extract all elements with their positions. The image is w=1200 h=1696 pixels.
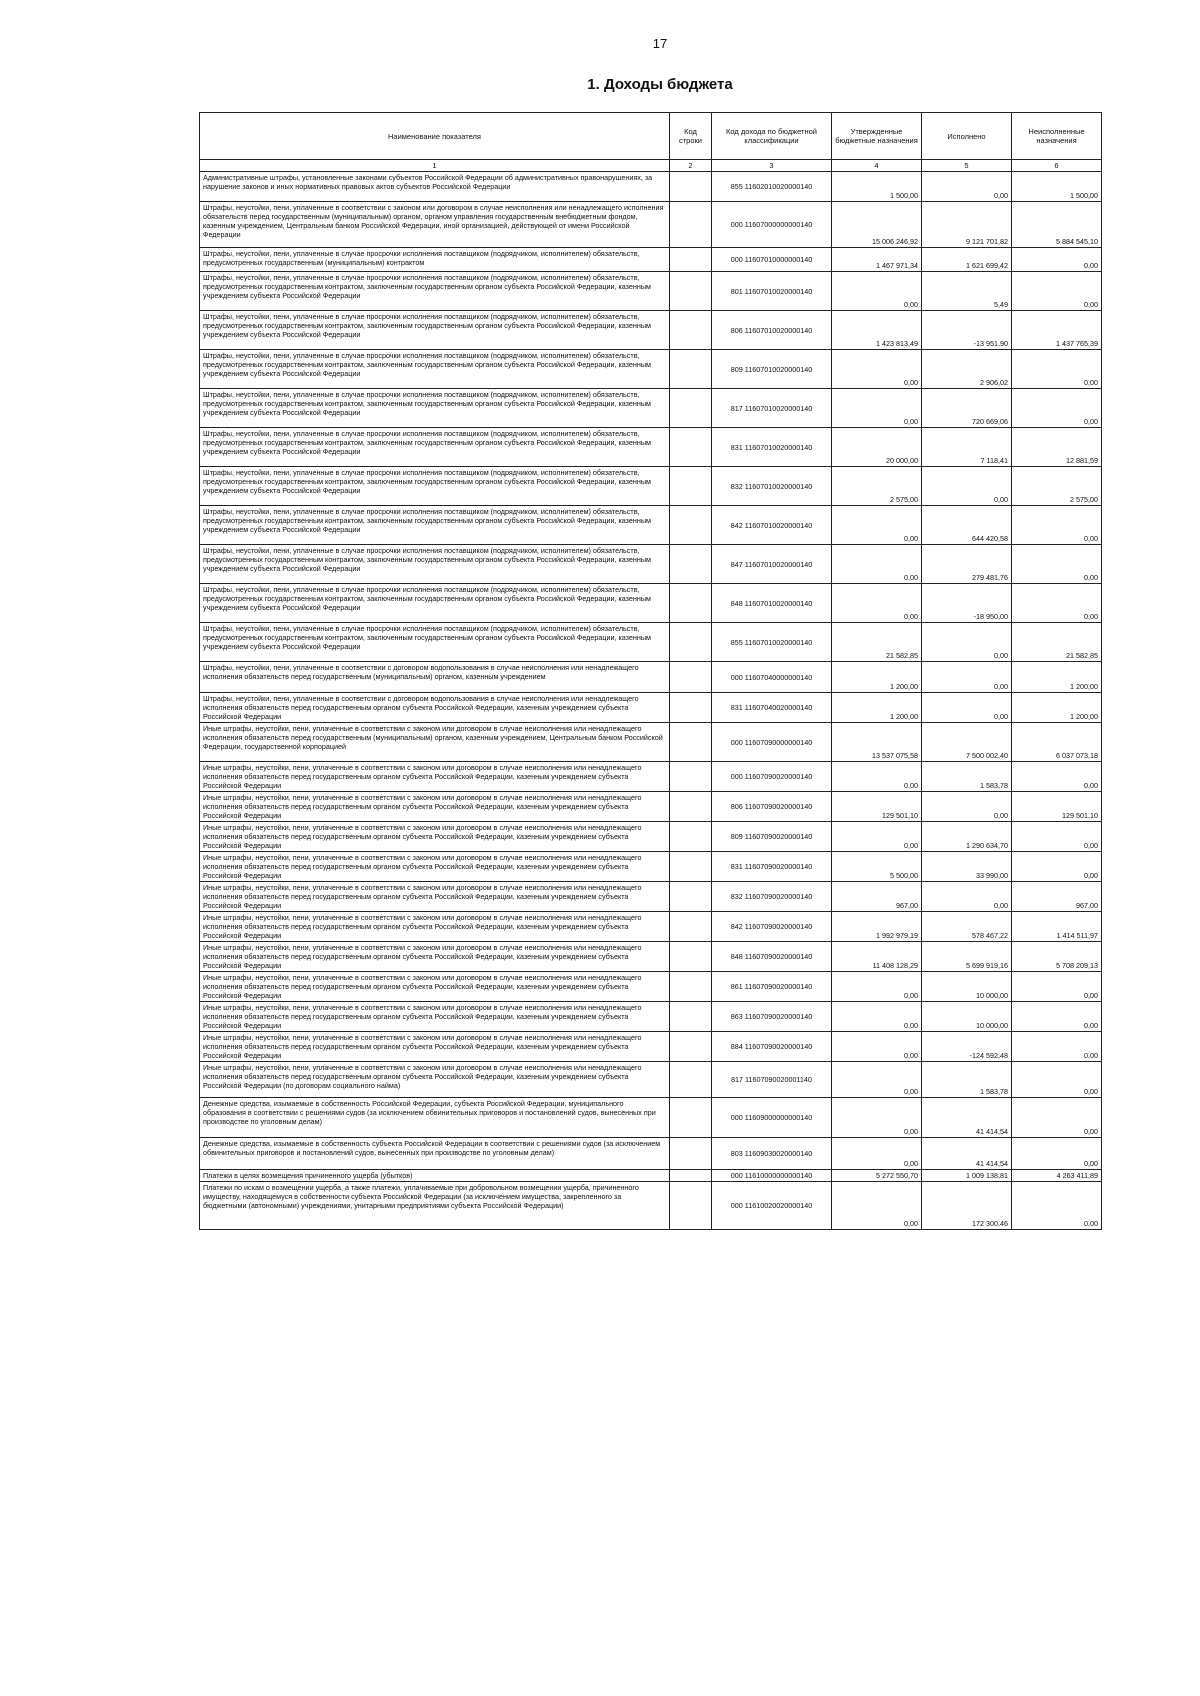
- row-unexecuted-cell: 0,00: [1012, 506, 1102, 545]
- row-unexecuted-cell: 0,00: [1012, 584, 1102, 623]
- row-executed-cell: 7 500 002,40: [922, 723, 1012, 762]
- row-executed-cell: 9 121 701,82: [922, 202, 1012, 248]
- row-unexecuted-cell: 0,00: [1012, 972, 1102, 1002]
- row-approved-cell: 1 992 979,19: [832, 912, 922, 942]
- row-name-cell: Штрафы, неустойки, пени, уплаченные в случае просрочки исполнения поставщиком (подрядчиком, исполнителем) обязательств, предусмотренных государственным контрактом, заключенным государственным органом субъекта Российской Федерации, казенным учреждением субъекта Российской Федерации: [200, 584, 670, 623]
- row-executed-cell: 0,00: [922, 792, 1012, 822]
- row-executed-cell: 41 414,54: [922, 1098, 1012, 1138]
- row-executed-cell: 0,00: [922, 467, 1012, 506]
- row-line-code-cell: [670, 762, 712, 792]
- row-approved-cell: 0,00: [832, 1002, 922, 1032]
- row-unexecuted-cell: 0,00: [1012, 822, 1102, 852]
- row-unexecuted-cell: 0,00: [1012, 248, 1102, 272]
- column-number-row: [200, 160, 1102, 172]
- row-line-code-cell: [670, 972, 712, 1002]
- row-executed-cell: 1 621 699,42: [922, 248, 1012, 272]
- row-unexecuted-cell: 0,00: [1012, 350, 1102, 389]
- row-budget-code-cell: 000 11607090000000140: [712, 723, 832, 762]
- row-unexecuted-cell: 5 884 545,10: [1012, 202, 1102, 248]
- row-approved-cell: 1 423 813,49: [832, 311, 922, 350]
- row-budget-code-cell: 855 11602010020000140: [712, 172, 832, 202]
- row-approved-cell: 1 467 971,34: [832, 248, 922, 272]
- row-approved-cell: 0,00: [832, 350, 922, 389]
- row-name-cell: Штрафы, неустойки, пени, уплаченные в соответствии с договором водопользования в случае неисполнения или ненадлежащего исполнения обязательств перед государственным (муниципальным) органом, казенным учреждением: [200, 662, 670, 693]
- row-approved-cell: 0,00: [832, 1062, 922, 1098]
- row-budget-code-cell: 831 11607040020000140: [712, 693, 832, 723]
- column-number: 4: [832, 160, 922, 172]
- table-row: [200, 545, 1102, 584]
- row-name-cell: Штрафы, неустойки, пени, уплаченные в случае просрочки исполнения поставщиком (подрядчиком, исполнителем) обязательств, предусмотренных государственным контрактом, заключенным государственным органом субъекта Российской Федерации, казенным учреждением субъекта Российской Федерации: [200, 389, 670, 428]
- row-unexecuted-cell: 6 037 073,18: [1012, 723, 1102, 762]
- row-name-cell: Иные штрафы, неустойки, пени, уплаченные в соответствии с законом или договором в случае неисполнения или ненадлежащего исполнения обязательств перед государственным органом субъекта Российской Федерации, казенным учреждением субъекта Российской Федерации: [200, 1032, 670, 1062]
- row-budget-code-cell: 842 11607090020000140: [712, 912, 832, 942]
- row-approved-cell: 0,00: [832, 1098, 922, 1138]
- header-approved: Утвержденные бюджетные назначения: [832, 113, 922, 160]
- row-approved-cell: 0,00: [832, 584, 922, 623]
- table-row: [200, 311, 1102, 350]
- table-row: [200, 1138, 1102, 1170]
- row-name-cell: Иные штрафы, неустойки, пени, уплаченные в соответствии с законом или договором в случае неисполнения или ненадлежащего исполнения обязательств перед государственным органом субъекта Российской Федерации, казенным учреждением субъекта Российской Федерации: [200, 762, 670, 792]
- row-unexecuted-cell: 1 200,00: [1012, 693, 1102, 723]
- table-row: [200, 662, 1102, 693]
- row-line-code-cell: [670, 272, 712, 311]
- row-name-cell: Штрафы, неустойки, пени, уплаченные в случае просрочки исполнения поставщиком (подрядчиком, исполнителем) обязательств, предусмотренных государственным контрактом, заключенным государственным органом субъекта Российской Федерации, казенным учреждением субъекта Российской Федерации: [200, 545, 670, 584]
- row-budget-code-cell: 848 11607090020000140: [712, 942, 832, 972]
- row-unexecuted-cell: 0,00: [1012, 1002, 1102, 1032]
- row-line-code-cell: [670, 693, 712, 723]
- row-approved-cell: 1 500,00: [832, 172, 922, 202]
- table-row: [200, 852, 1102, 882]
- row-executed-cell: 5 699 919,16: [922, 942, 1012, 972]
- row-line-code-cell: [670, 311, 712, 350]
- row-approved-cell: 967,00: [832, 882, 922, 912]
- table-row: [200, 942, 1102, 972]
- row-name-cell: Иные штрафы, неустойки, пени, уплаченные в соответствии с законом или договором в случае неисполнения или ненадлежащего исполнения обязательств перед государственным органом субъекта Российской Федерации, казенным учреждением субъекта Российской Федерации: [200, 942, 670, 972]
- row-executed-cell: 10 000,00: [922, 972, 1012, 1002]
- row-name-cell: Иные штрафы, неустойки, пени, уплаченные в соответствии с законом или договором в случае неисполнения или ненадлежащего исполнения обязательств перед государственным органом субъекта Российской Федерации, казенным учреждением субъекта Российской Федерации: [200, 792, 670, 822]
- row-name-cell: Иные штрафы, неустойки, пени, уплаченные в соответствии с законом или договором в случае неисполнения или ненадлежащего исполнения обязательств перед государственным органом субъекта Российской Федерации, казенным учреждением субъекта Российской Федерации: [200, 882, 670, 912]
- table-row: [200, 882, 1102, 912]
- table-row: [200, 202, 1102, 248]
- row-name-cell: Штрафы, неустойки, пени, уплаченные в случае просрочки исполнения поставщиком (подрядчиком, исполнителем) обязательств, предусмотренных государственным контрактом, заключенным государственным органом субъекта Российской Федерации, казенным учреждением субъекта Российской Федерации: [200, 428, 670, 467]
- row-approved-cell: 0,00: [832, 1182, 922, 1230]
- row-line-code-cell: [670, 852, 712, 882]
- row-approved-cell: 1 200,00: [832, 693, 922, 723]
- row-name-cell: Иные штрафы, неустойки, пени, уплаченные в соответствии с законом или договором в случае неисполнения или ненадлежащего исполнения обязательств перед государственным органом субъекта Российской Федерации, казенным учреждением субъекта Российской Федерации: [200, 852, 670, 882]
- row-budget-code-cell: 842 11607010020000140: [712, 506, 832, 545]
- row-name-cell: Иные штрафы, неустойки, пени, уплаченные в соответствии с законом или договором в случае неисполнения или ненадлежащего исполнения обязательств перед государственным органом субъекта Российской Федерации, казенным учреждением субъекта Российской Федерации: [200, 972, 670, 1002]
- table-row: [200, 723, 1102, 762]
- row-budget-code-cell: 855 11607010020000140: [712, 623, 832, 662]
- row-executed-cell: -124 592,48: [922, 1032, 1012, 1062]
- row-unexecuted-cell: 2 575,00: [1012, 467, 1102, 506]
- row-executed-cell: 1 583,78: [922, 1062, 1012, 1098]
- row-budget-code-cell: 000 11607010000000140: [712, 248, 832, 272]
- row-line-code-cell: [670, 202, 712, 248]
- row-name-cell: Штрафы, неустойки, пени, уплаченные в случае просрочки исполнения поставщиком (подрядчиком, исполнителем) обязательств, предусмотренных государственным (муниципальным) контрактом: [200, 248, 670, 272]
- row-unexecuted-cell: 1 200,00: [1012, 662, 1102, 693]
- row-line-code-cell: [670, 792, 712, 822]
- row-executed-cell: 578 467,22: [922, 912, 1012, 942]
- row-approved-cell: 11 408 128,29: [832, 942, 922, 972]
- row-approved-cell: 5 272 550,70: [832, 1170, 922, 1182]
- row-line-code-cell: [670, 506, 712, 545]
- row-budget-code-cell: 000 11607040000000140: [712, 662, 832, 693]
- row-unexecuted-cell: 0,00: [1012, 1138, 1102, 1170]
- row-name-cell: Штрафы, неустойки, пени, уплаченные в случае просрочки исполнения поставщиком (подрядчиком, исполнителем) обязательств, предусмотренных государственным контрактом, заключенным государственным органом субъекта Российской Федерации, казенным учреждением субъекта Российской Федерации: [200, 311, 670, 350]
- row-approved-cell: 5 500,00: [832, 852, 922, 882]
- row-executed-cell: 0,00: [922, 693, 1012, 723]
- row-executed-cell: 0,00: [922, 172, 1012, 202]
- row-name-cell: Денежные средства, изымаемые в собственность Российской Федерации, субъекта Российской Федерации, муниципального образования в соответствии с решениями судов (за исключением обвинительных приговоров и постановлений судов, вынесенных при производстве по уголовным делам): [200, 1098, 670, 1138]
- row-approved-cell: 0,00: [832, 389, 922, 428]
- row-budget-code-cell: 831 11607090020000140: [712, 852, 832, 882]
- row-executed-cell: -13 951,90: [922, 311, 1012, 350]
- row-budget-code-cell: 863 11607090020000140: [712, 1002, 832, 1032]
- row-unexecuted-cell: 0,00: [1012, 1062, 1102, 1098]
- row-unexecuted-cell: 0,00: [1012, 762, 1102, 792]
- row-unexecuted-cell: 0,00: [1012, 1098, 1102, 1138]
- table-row: [200, 972, 1102, 1002]
- table-row: [200, 1170, 1102, 1182]
- row-line-code-cell: [670, 1062, 712, 1098]
- table-row: [200, 1002, 1102, 1032]
- row-unexecuted-cell: 21 582,85: [1012, 623, 1102, 662]
- row-name-cell: Иные штрафы, неустойки, пени, уплаченные в соответствии с законом или договором в случае неисполнения или ненадлежащего исполнения обязательств перед государственным органом субъекта Российской Федерации, казенным учреждением субъекта Российской Федерации: [200, 822, 670, 852]
- row-executed-cell: 41 414,54: [922, 1138, 1012, 1170]
- row-unexecuted-cell: 0,00: [1012, 272, 1102, 311]
- row-name-cell: Денежные средства, изымаемые в собственность субъекта Российской Федерации в соответствии с решениями судов (за исключением обвинительных приговоров и постановлений судов, вынесенных при производстве по уголовным делам): [200, 1138, 670, 1170]
- row-unexecuted-cell: 1 414 511,97: [1012, 912, 1102, 942]
- row-unexecuted-cell: 1 500,00: [1012, 172, 1102, 202]
- table-row: [200, 822, 1102, 852]
- row-budget-code-cell: 861 11607090020000140: [712, 972, 832, 1002]
- row-name-cell: Штрафы, неустойки, пени, уплаченные в случае просрочки исполнения поставщиком (подрядчиком, исполнителем) обязательств, предусмотренных государственным контрактом, заключенным государственным органом субъекта Российской Федерации, казенным учреждением субъекта Российской Федерации: [200, 506, 670, 545]
- table-row: [200, 1062, 1102, 1098]
- table-row: [200, 389, 1102, 428]
- row-approved-cell: 0,00: [832, 1138, 922, 1170]
- row-approved-cell: 15 006 246,92: [832, 202, 922, 248]
- table-row: [200, 428, 1102, 467]
- row-approved-cell: 21 582,85: [832, 623, 922, 662]
- row-line-code-cell: [670, 822, 712, 852]
- table-row: [200, 248, 1102, 272]
- row-executed-cell: 33 990,00: [922, 852, 1012, 882]
- row-name-cell: Иные штрафы, неустойки, пени, уплаченные в соответствии с законом или договором в случае неисполнения или ненадлежащего исполнения обязательств перед государственным органом субъекта Российской Федерации, казенным учреждением субъекта Российской Федерации: [200, 912, 670, 942]
- table-row: [200, 912, 1102, 942]
- row-executed-cell: 0,00: [922, 882, 1012, 912]
- row-unexecuted-cell: 1 437 765,39: [1012, 311, 1102, 350]
- row-unexecuted-cell: 0,00: [1012, 1032, 1102, 1062]
- row-approved-cell: 0,00: [832, 272, 922, 311]
- column-number: 2: [670, 160, 712, 172]
- row-approved-cell: 2 575,00: [832, 467, 922, 506]
- row-line-code-cell: [670, 882, 712, 912]
- row-executed-cell: 2 906,02: [922, 350, 1012, 389]
- row-name-cell: Штрафы, неустойки, пени, уплаченные в соответствии с договором водопользования в случае неисполнения или ненадлежащего исполнения обязательств перед государственным органом субъекта Российской Федерации, казенным учреждением субъекта Российской Федерации: [200, 693, 670, 723]
- row-executed-cell: 5,49: [922, 272, 1012, 311]
- header-name: Наименование показателя: [200, 113, 670, 160]
- row-budget-code-cell: 000 11610000000000140: [712, 1170, 832, 1182]
- row-line-code-cell: [670, 428, 712, 467]
- row-executed-cell: 1 290 634,70: [922, 822, 1012, 852]
- header-budget-code: Код дохода по бюджетной классификации: [712, 113, 832, 160]
- header-unexecuted: Неисполненные назначения: [1012, 113, 1102, 160]
- row-line-code-cell: [670, 545, 712, 584]
- row-budget-code-cell: 000 11607000000000140: [712, 202, 832, 248]
- row-name-cell: Платежи в целях возмещения причиненного ущерба (убытков): [200, 1170, 670, 1182]
- row-approved-cell: 13 537 075,58: [832, 723, 922, 762]
- row-name-cell: Административные штрафы, установленные законами субъектов Российской Федерации об административных правонарушениях, за нарушение законов и иных нормативных правовых актов субъектов Российской Федерации: [200, 172, 670, 202]
- row-budget-code-cell: 832 11607010020000140: [712, 467, 832, 506]
- table-row: [200, 792, 1102, 822]
- table-row: [200, 272, 1102, 311]
- table-row: [200, 1098, 1102, 1138]
- table-row: [200, 762, 1102, 792]
- row-approved-cell: 0,00: [832, 972, 922, 1002]
- header-row: [200, 113, 1102, 160]
- header-executed: Исполнено: [922, 113, 1012, 160]
- row-line-code-cell: [670, 912, 712, 942]
- row-line-code-cell: [670, 467, 712, 506]
- row-budget-code-cell: 803 11609030020000140: [712, 1138, 832, 1170]
- row-budget-code-cell: 000 11609000000000140: [712, 1098, 832, 1138]
- row-budget-code-cell: 817 11607010020000140: [712, 389, 832, 428]
- row-name-cell: Иные штрафы, неустойки, пени, уплаченные в соответствии с законом или договором в случае неисполнения или ненадлежащего исполнения обязательств перед государственным органом субъекта Российской Федерации, казенным учреждением субъекта Российской Федерации (по договорам социального найма): [200, 1062, 670, 1098]
- row-budget-code-cell: 809 11607010020000140: [712, 350, 832, 389]
- row-line-code-cell: [670, 942, 712, 972]
- row-unexecuted-cell: 967,00: [1012, 882, 1102, 912]
- row-budget-code-cell: 000 11610020020000140: [712, 1182, 832, 1230]
- row-approved-cell: 0,00: [832, 822, 922, 852]
- row-line-code-cell: [670, 584, 712, 623]
- row-budget-code-cell: 848 11607010020000140: [712, 584, 832, 623]
- row-executed-cell: 0,00: [922, 623, 1012, 662]
- column-number: 6: [1012, 160, 1102, 172]
- header-line-code: Код строки: [670, 113, 712, 160]
- row-executed-cell: 1 583,78: [922, 762, 1012, 792]
- row-approved-cell: 0,00: [832, 506, 922, 545]
- row-approved-cell: 1 200,00: [832, 662, 922, 693]
- row-executed-cell: 10 000,00: [922, 1002, 1012, 1032]
- page-number: 17: [652, 36, 668, 51]
- row-executed-cell: 720 669,06: [922, 389, 1012, 428]
- table-row: [200, 506, 1102, 545]
- table-row: [200, 1032, 1102, 1062]
- row-budget-code-cell: 832 11607090020000140: [712, 882, 832, 912]
- row-executed-cell: 0,00: [922, 662, 1012, 693]
- row-unexecuted-cell: 129 501,10: [1012, 792, 1102, 822]
- row-approved-cell: 129 501,10: [832, 792, 922, 822]
- column-number: 1: [200, 160, 670, 172]
- row-budget-code-cell: 884 11607090020000140: [712, 1032, 832, 1062]
- table-row: [200, 467, 1102, 506]
- row-budget-code-cell: 806 11607010020000140: [712, 311, 832, 350]
- row-line-code-cell: [670, 1170, 712, 1182]
- row-unexecuted-cell: 5 708 209,13: [1012, 942, 1102, 972]
- row-budget-code-cell: 831 11607010020000140: [712, 428, 832, 467]
- row-budget-code-cell: 806 11607090020000140: [712, 792, 832, 822]
- row-unexecuted-cell: 0,00: [1012, 852, 1102, 882]
- row-executed-cell: 172 300,46: [922, 1182, 1012, 1230]
- row-budget-code-cell: 809 11607090020000140: [712, 822, 832, 852]
- row-line-code-cell: [670, 248, 712, 272]
- row-line-code-cell: [670, 1098, 712, 1138]
- row-name-cell: Штрафы, неустойки, пени, уплаченные в соответствии с законом или договором в случае неисполнения или ненадлежащего исполнения обязательств перед государственным (муниципальным) органом, органом управления государственным внебюджетным фондом, казенным учреждением, Центральным банком Российской Федерации, иной организацией, действующей от имени Российской Федерации: [200, 202, 670, 248]
- row-line-code-cell: [670, 723, 712, 762]
- row-name-cell: Штрафы, неустойки, пени, уплаченные в случае просрочки исполнения поставщиком (подрядчиком, исполнителем) обязательств, предусмотренных государственным контрактом, заключенным государственным органом субъекта Российской Федерации, казенным учреждением субъекта Российской Федерации: [200, 350, 670, 389]
- row-executed-cell: 7 118,41: [922, 428, 1012, 467]
- column-number: 3: [712, 160, 832, 172]
- row-executed-cell: -18 950,00: [922, 584, 1012, 623]
- table-row: [200, 172, 1102, 202]
- row-line-code-cell: [670, 1032, 712, 1062]
- page-title: 1. Доходы бюджета: [587, 76, 733, 93]
- row-unexecuted-cell: 4 263 411,89: [1012, 1170, 1102, 1182]
- row-name-cell: Штрафы, неустойки, пени, уплаченные в случае просрочки исполнения поставщиком (подрядчиком, исполнителем) обязательств, предусмотренных государственным контрактом, заключенным государственным органом субъекта Российской Федерации, казенным учреждением субъекта Российской Федерации: [200, 623, 670, 662]
- row-executed-cell: 279 481,76: [922, 545, 1012, 584]
- table-row: [200, 693, 1102, 723]
- row-name-cell: Штрафы, неустойки, пени, уплаченные в случае просрочки исполнения поставщиком (подрядчиком, исполнителем) обязательств, предусмотренных государственным контрактом, заключенным государственным органом субъекта Российской Федерации, казенным учреждением субъекта Российской Федерации: [200, 467, 670, 506]
- row-line-code-cell: [670, 1002, 712, 1032]
- row-budget-code-cell: 000 11607090020000140: [712, 762, 832, 792]
- row-executed-cell: 1 009 138,81: [922, 1170, 1012, 1182]
- row-budget-code-cell: 801 11607010020000140: [712, 272, 832, 311]
- column-number: 5: [922, 160, 1012, 172]
- row-line-code-cell: [670, 350, 712, 389]
- row-line-code-cell: [670, 172, 712, 202]
- table-row: [200, 584, 1102, 623]
- row-line-code-cell: [670, 662, 712, 693]
- row-budget-code-cell: 847 11607010020000140: [712, 545, 832, 584]
- row-line-code-cell: [670, 1138, 712, 1170]
- row-line-code-cell: [670, 389, 712, 428]
- row-line-code-cell: [670, 623, 712, 662]
- row-approved-cell: 20 000,00: [832, 428, 922, 467]
- row-name-cell: Иные штрафы, неустойки, пени, уплаченные в соответствии с законом или договором в случае неисполнения или ненадлежащего исполнения обязательств перед государственным (муниципальным) органом, казенным учреждением, Центральным банком Российской Федерации, государственной корпорацией: [200, 723, 670, 762]
- row-approved-cell: 0,00: [832, 762, 922, 792]
- table-row: [200, 1182, 1102, 1230]
- row-line-code-cell: [670, 1182, 712, 1230]
- row-approved-cell: 0,00: [832, 545, 922, 584]
- table-row: [200, 350, 1102, 389]
- row-name-cell: Штрафы, неустойки, пени, уплаченные в случае просрочки исполнения поставщиком (подрядчиком, исполнителем) обязательств, предусмотренных государственным контрактом, заключенным государственным органом субъекта Российской Федерации, казенным учреждением субъекта Российской Федерации: [200, 272, 670, 311]
- income-table: [199, 112, 1102, 1230]
- row-name-cell: Иные штрафы, неустойки, пени, уплаченные в соответствии с законом или договором в случае неисполнения или ненадлежащего исполнения обязательств перед государственным органом субъекта Российской Федерации, казенным учреждением субъекта Российской Федерации: [200, 1002, 670, 1032]
- row-unexecuted-cell: 0,00: [1012, 545, 1102, 584]
- row-unexecuted-cell: 0,00: [1012, 1182, 1102, 1230]
- row-unexecuted-cell: 0,00: [1012, 389, 1102, 428]
- row-executed-cell: 644 420,58: [922, 506, 1012, 545]
- row-name-cell: Платежи по искам о возмещении ущерба, а также платежи, уплачиваемые при добровольном возмещении ущерба, причиненного имуществу, находящемуся в собственности субъекта Российской Федерации (за исключением имущества, закрепленного за бюджетными (автономными) учреждениями, унитарными предприятиями субъекта Российской Федерации): [200, 1182, 670, 1230]
- row-unexecuted-cell: 12 881,59: [1012, 428, 1102, 467]
- row-budget-code-cell: 817 11607090020001140: [712, 1062, 832, 1098]
- row-approved-cell: 0,00: [832, 1032, 922, 1062]
- table-row: [200, 623, 1102, 662]
